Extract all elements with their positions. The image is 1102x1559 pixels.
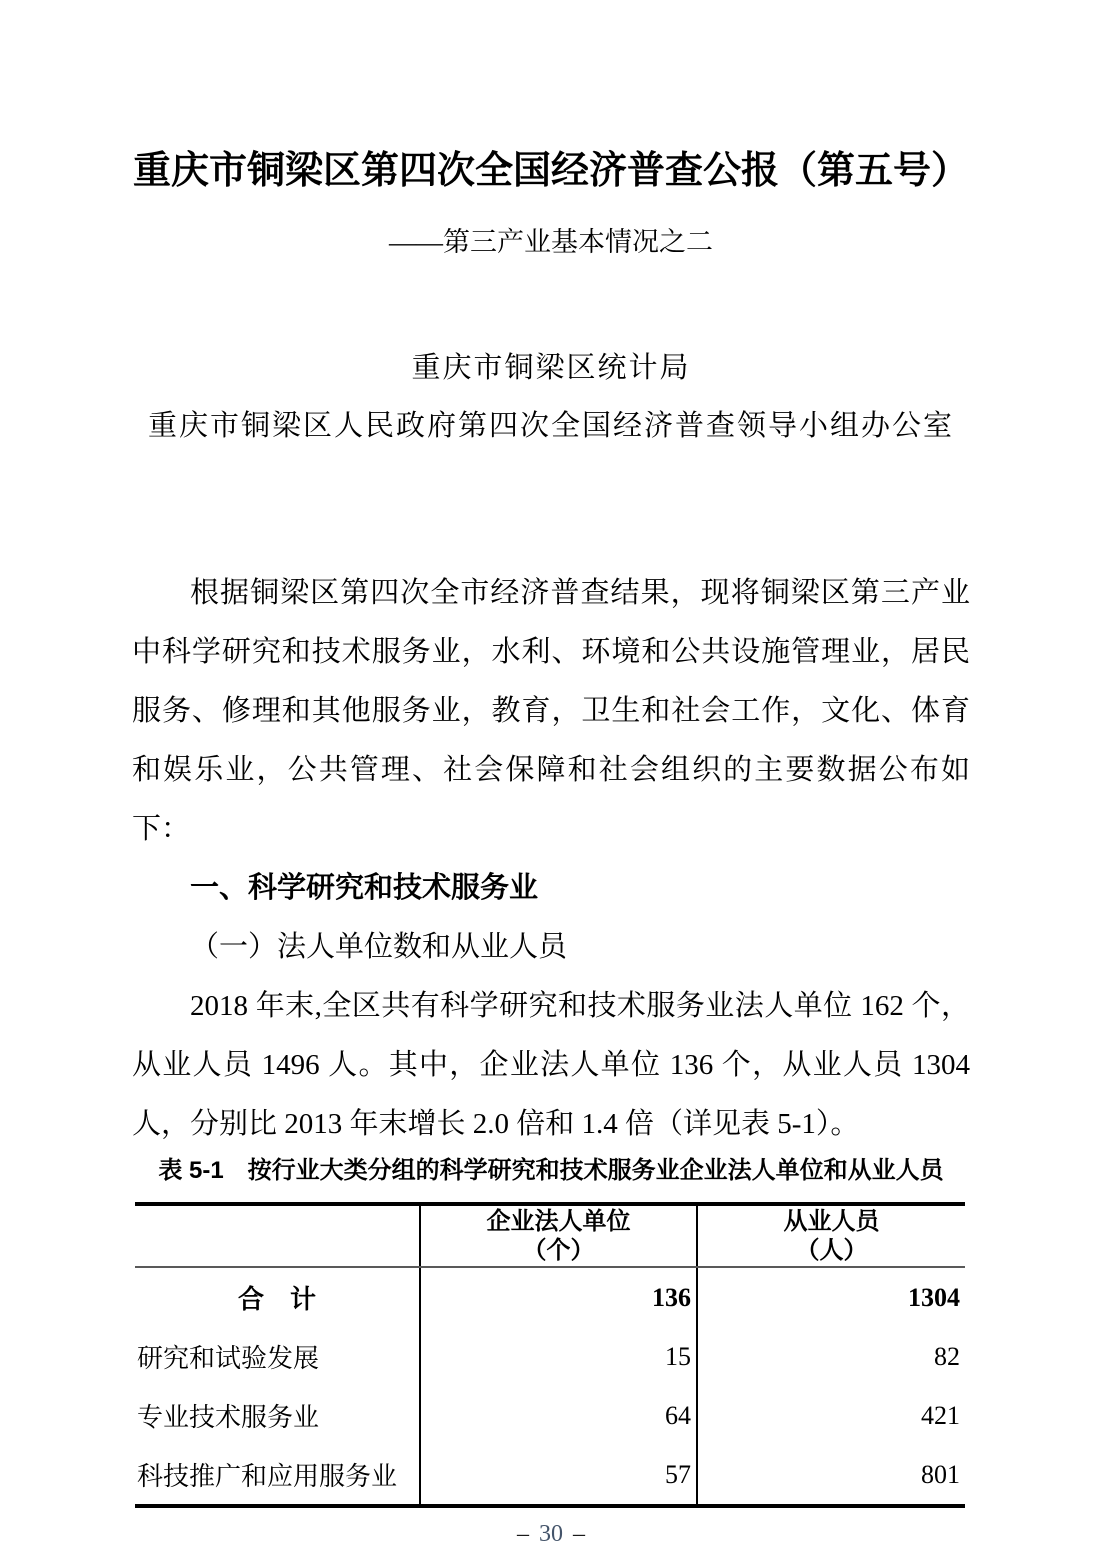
stats-paragraph: 2018 年末,全区共有科学研究和技术服务业法人单位 162 个，从业人员 1496 人。其中，企业法人单位 136 个，从业人员 1304 人，分别比 2013 年末增长 2.0 倍和 1.4 倍（详见表 5-1）。 [132,990,970,1140]
row-label: 研究和试验发展 [137,1344,320,1373]
persons-value: 1304 [697,1267,965,1327]
intro-paragraph: 根据铜梁区第四次全市经济普查结果，现将铜梁区第三产业中科学研究和技术服务业，水利、环境和公共设施管理业，居民服务、修理和其他服务业，教育，卫生和社会工作，文化、体育和娱乐业，公共管理、社会保障和社会组织的主要数据公布如下： [132,577,970,845]
page-number-dash-left: – [517,1521,529,1547]
units-value: 15 [420,1327,697,1386]
persons-value: 82 [697,1327,965,1386]
table-row-research-development [135,1327,965,1386]
page-number-value: 30 [539,1521,563,1547]
header-cell-employees [697,1204,965,1267]
units-value: 64 [420,1386,697,1445]
row-label: 合 计 [237,1284,316,1314]
header-unit: （个） [522,1237,595,1264]
table-row-total [135,1267,965,1327]
row-label: 科技推广和应用服务业 [137,1462,398,1491]
data-table-5-1 [135,1202,965,1508]
row-label: 专业技术服务业 [137,1403,320,1432]
section-heading-science-research: 一、科学研究和技术服务业 [190,872,539,904]
units-value: 57 [420,1445,697,1506]
table-header-row [135,1204,965,1267]
header-label: 企业法人单位 [486,1208,631,1235]
header-unit: （人） [795,1237,868,1264]
table-title: 表 5-1 按行业大类分组的科学研究和技术服务业企业法人单位和从业人员 [158,1157,944,1184]
page-number [132,1518,970,1550]
header-label: 从业人员 [783,1208,880,1235]
subsection-heading-legal-entities: （一）法人单位数和从业人员 [190,931,568,963]
issuing-agency-census-office: 重庆市铜梁区人民政府第四次全国经济普查领导小组办公室 [147,410,954,442]
units-value: 136 [420,1267,697,1327]
table-row-professional-tech-services [135,1386,965,1445]
document-subtitle: ——第三产业基本情况之二 [389,227,713,257]
page-number-dash-right: – [573,1521,585,1547]
document-title: 重庆市铜梁区第四次全国经济普查公报（第五号） [132,150,969,192]
issuing-agency-statistics-bureau: 重庆市铜梁区统计局 [411,352,691,384]
persons-value: 421 [697,1386,965,1445]
persons-value: 801 [697,1445,965,1506]
header-cell-enterprise-units [420,1204,697,1267]
header-stub-cell [135,1204,420,1267]
table-row-tech-promotion-services [135,1445,965,1506]
